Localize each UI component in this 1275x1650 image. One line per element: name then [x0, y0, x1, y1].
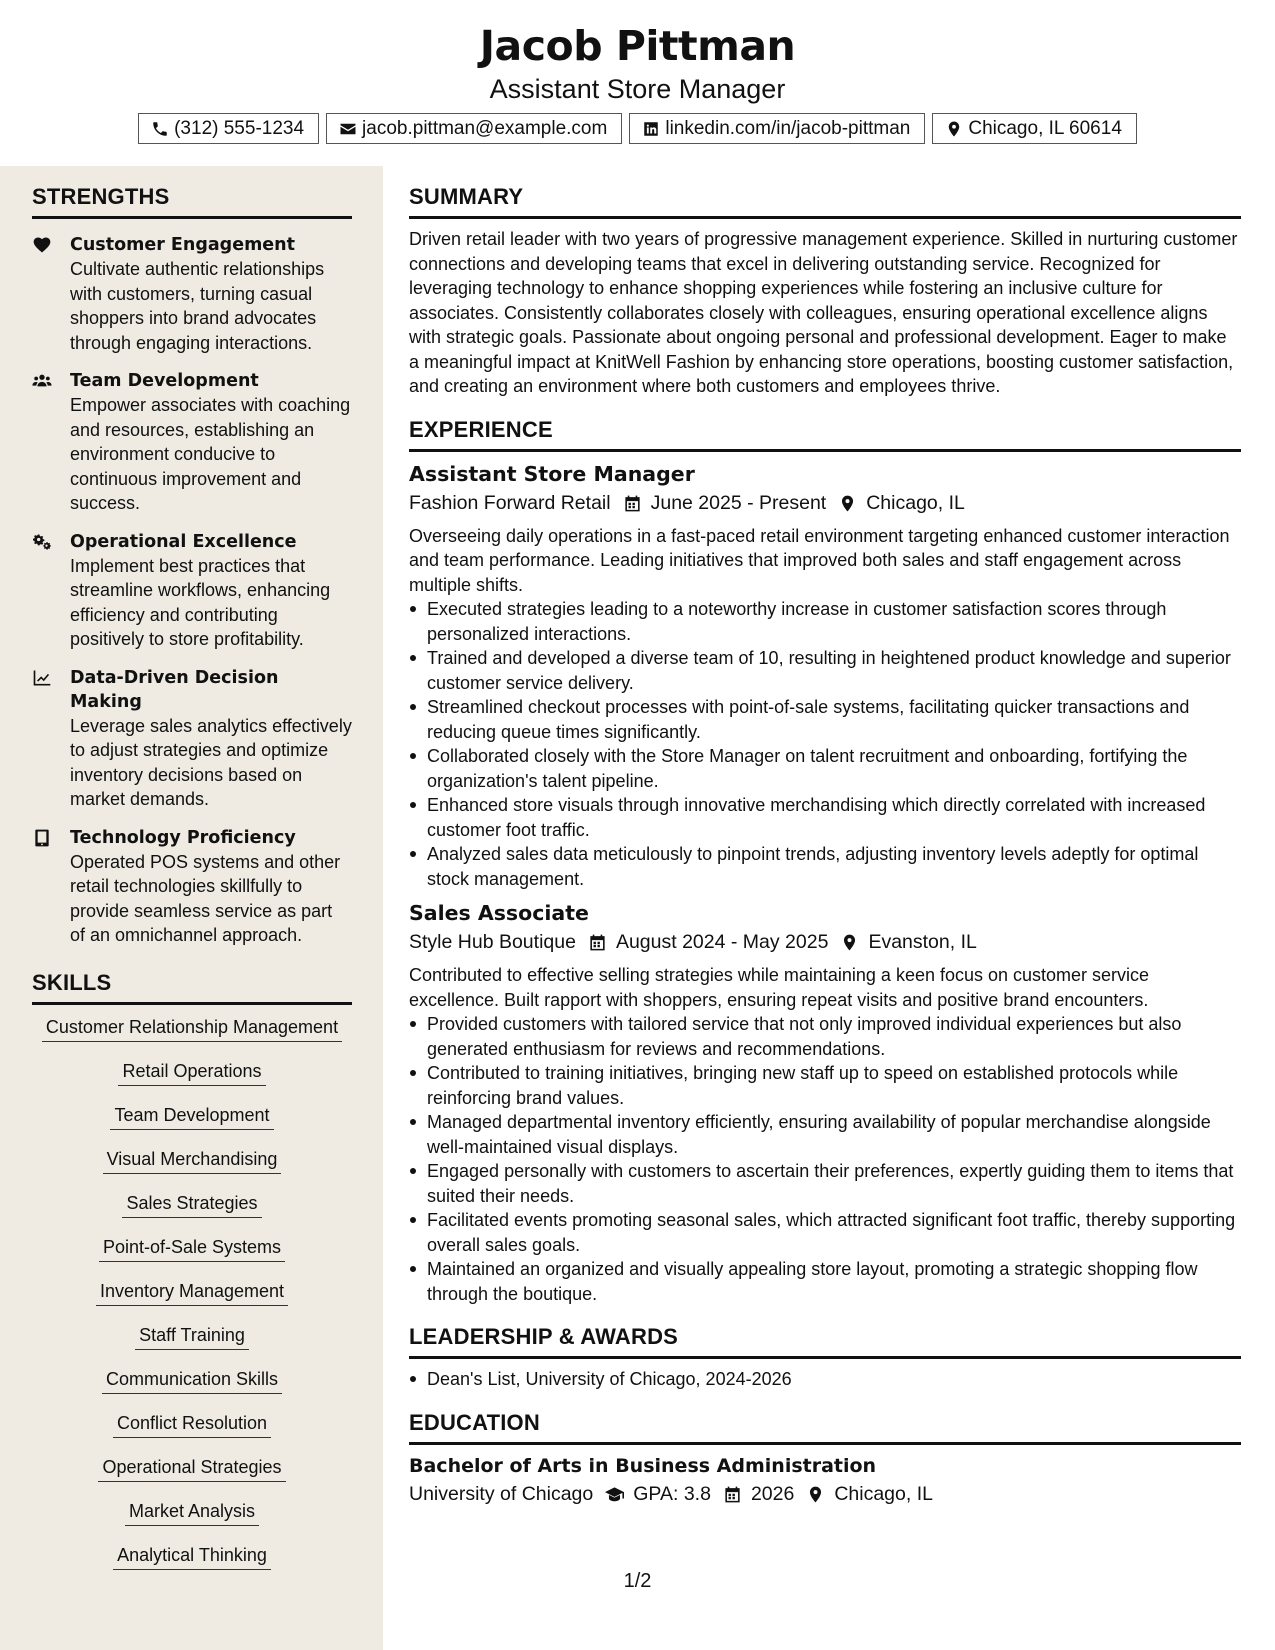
- contact-location: [932, 113, 1137, 144]
- education-school: University of Chicago: [409, 1482, 594, 1505]
- job-description: Contributed to effective selling strategies while maintaining a keen focus on customer service excellence. Built rapport with shoppers, ensuring repeat visits and positive brand encounters.: [409, 965, 1150, 1010]
- strength-title: Data-Driven Decision Making: [70, 667, 279, 712]
- bullet-item: Streamlined checkout processes with point-of-sale systems, facilitating quicker transactions and reducing queue times significantly.: [409, 695, 1241, 744]
- strength-item: [32, 233, 352, 355]
- skills-list: [32, 1015, 352, 1587]
- job-dates: August 2024 - May 2025: [615, 931, 829, 953]
- strength-item: [32, 666, 352, 812]
- skill-tag: Customer Relationship Management: [42, 1015, 342, 1042]
- users-icon: [32, 371, 52, 391]
- linkedin-icon: [642, 120, 660, 138]
- contact-linkedin[interactable]: [629, 113, 925, 144]
- summary-text: Driven retail leader with two years of progressive management experience. Skilled in nurturing customer connections and developing teams that excel in delivering outstanding service. Recognized for leveraging technology to enhance shopping experiences while fostering an inclusive culture for associates. Consistently collaborates closely with colleagues, ensuring operational excellence aligns with strategic goals. Passionate about ongoing personal and professional development. Eager to make a meaningful impact at KnitWell Fashion by enhancing store operations, boosting customer satisfaction, and creating an environment where both customers and employees thrive.: [409, 229, 1238, 396]
- map-pin-icon: [838, 494, 857, 513]
- job-meta: [409, 492, 1241, 515]
- strength-desc: Empower associates with coaching and resources, establishing an environment conducive to continuous improvement and success.: [70, 395, 351, 513]
- skill-tag: Sales Strategies: [122, 1191, 261, 1218]
- contact-phone: [138, 113, 319, 144]
- contact-email[interactable]: [326, 113, 622, 144]
- strength-title: Technology Proficiency: [70, 827, 296, 848]
- job-company: Style Hub Boutique: [409, 931, 576, 953]
- job-location: Chicago, IL: [866, 491, 965, 514]
- bullet-item: Enhanced store visuals through innovative merchandising which directly correlated with increased customer foot traffic.: [409, 793, 1241, 842]
- skill-tag: Team Development: [110, 1103, 273, 1130]
- heart-icon: [32, 235, 52, 255]
- envelope-icon: [339, 120, 357, 138]
- strength-desc: Operated POS systems and other retail technologies skillfully to provide seamless service as part of an omnichannel approach.: [70, 851, 341, 945]
- bullet-item: Facilitated events promoting seasonal sales, which attracted significant foot traffic, thereby supporting overall sales goals.: [409, 1208, 1241, 1257]
- map-pin-icon: [945, 120, 963, 138]
- strength-title: Team Development: [70, 371, 259, 391]
- phone-text: (312) 555-1234: [174, 117, 305, 139]
- chart-line-icon: [32, 668, 52, 688]
- strength-desc: Leverage sales analytics effectively to adjust strategies and optimize inventory decisions based on market demands.: [70, 715, 352, 809]
- strength-title: Operational Excellence: [70, 531, 297, 552]
- education-location: Chicago, IL: [834, 1482, 933, 1505]
- email-text: jacob.pittman@example.com: [362, 117, 608, 139]
- calendar-icon: [588, 933, 607, 952]
- contact-bar: [0, 113, 1275, 144]
- strength-desc: Cultivate authentic relationships with customers, turning casual shoppers into brand advocates through engaging interactions.: [70, 259, 325, 353]
- strength-item: [32, 826, 352, 948]
- skill-tag: Retail Operations: [118, 1059, 265, 1086]
- main-content: [409, 166, 1241, 1506]
- job-meta: [409, 931, 1241, 954]
- bullet-item: Managed departmental inventory efficiently, ensuring availability of popular merchandise alongside well-maintained visual displays.: [409, 1110, 1241, 1159]
- phone-icon: [151, 120, 169, 138]
- awards-heading: LEADERSHIP & AWARDS: [409, 1324, 1241, 1359]
- skill-tag: Point-of-Sale Systems: [99, 1235, 285, 1262]
- job-description: Overseeing daily operations in a fast-paced retail environment targeting enhanced customer interaction and team performance. Leading initiatives that improved both sales and staff engagement across multiple shifts.: [409, 525, 1230, 595]
- bullet-item: Engaged personally with customers to ascertain their preferences, expertly guiding them to items that suited their needs.: [409, 1159, 1241, 1208]
- page-number: 1/2: [623, 1570, 652, 1592]
- calendar-icon: [723, 1485, 742, 1504]
- skill-tag: Communication Skills: [102, 1367, 282, 1394]
- skill-tag: Staff Training: [135, 1323, 249, 1350]
- cogs-icon: [32, 532, 52, 552]
- skills-heading: SKILLS: [32, 970, 352, 1005]
- bullet-item: Analyzed sales data meticulously to pinpoint trends, adjusting inventory levels adeptly for optimal stock management.: [409, 842, 1241, 891]
- map-pin-icon: [840, 933, 859, 952]
- job-dates: June 2025 - Present: [650, 491, 827, 514]
- experience-heading: EXPERIENCE: [409, 417, 1241, 452]
- bullet-item: Maintained an organized and visually appealing store layout, promoting a strategic shopping flow through the boutique.: [409, 1257, 1241, 1306]
- strength-title: Customer Engagement: [70, 235, 296, 255]
- awards-list: [409, 1367, 1241, 1392]
- job-title: Sales Associate: [409, 901, 589, 925]
- job-entry: [409, 901, 1241, 1306]
- candidate-title: Assistant Store Manager: [489, 74, 786, 104]
- job-title: Assistant Store Manager: [409, 461, 695, 486]
- bullet-item: Trained and developed a diverse team of 10, resulting in heightened product knowledge and superior customer service delivery.: [409, 646, 1241, 695]
- resume-header: [0, 0, 1275, 166]
- skill-tag: Market Analysis: [125, 1499, 259, 1526]
- map-pin-icon: [806, 1485, 825, 1504]
- education-gpa: GPA: 3.8: [633, 1482, 711, 1505]
- skill-tag: Operational Strategies: [98, 1455, 285, 1482]
- strengths-heading: STRENGTHS: [32, 184, 352, 219]
- job-bullets: [409, 1012, 1241, 1306]
- strength-desc: Implement best practices that streamline workflows, enhancing efficiency and contributing positively to store profitability.: [70, 555, 331, 649]
- education-degree: Bachelor of Arts in Business Administration: [409, 1454, 877, 1477]
- sidebar: [0, 166, 383, 1650]
- strength-item: [32, 369, 352, 516]
- skill-tag: Analytical Thinking: [113, 1543, 271, 1570]
- award-item: Dean's List, University of Chicago, 2024-2026: [409, 1367, 1241, 1392]
- education-heading: EDUCATION: [409, 1410, 1241, 1445]
- location-text: Chicago, IL 60614: [968, 117, 1122, 139]
- education-meta: [409, 1483, 1241, 1506]
- linkedin-text: linkedin.com/in/jacob-pittman: [665, 117, 911, 139]
- skill-tag: Conflict Resolution: [113, 1411, 271, 1438]
- tablet-icon: [32, 828, 52, 848]
- job-bullets: [409, 597, 1241, 891]
- skill-tag: Inventory Management: [96, 1279, 288, 1306]
- graduation-cap-icon: [605, 1485, 624, 1504]
- job-company: Fashion Forward Retail: [409, 491, 611, 514]
- bullet-item: Provided customers with tailored service that not only improved individual experiences but also generated enthusiasm for reviews and recommendations.: [409, 1012, 1241, 1061]
- summary-heading: SUMMARY: [409, 184, 1241, 219]
- job-location: Evanston, IL: [868, 931, 977, 953]
- skill-tag: Visual Merchandising: [103, 1147, 282, 1174]
- candidate-name: Jacob Pittman: [479, 22, 796, 70]
- bullet-item: Executed strategies leading to a noteworthy increase in customer satisfaction scores through personalized interactions.: [409, 597, 1241, 646]
- education-year: 2026: [750, 1482, 795, 1505]
- calendar-icon: [623, 494, 642, 513]
- strength-item: [32, 530, 352, 652]
- bullet-item: Collaborated closely with the Store Manager on talent recruitment and onboarding, fortifying the organization's talent pipeline.: [409, 744, 1241, 793]
- job-entry: [409, 462, 1241, 892]
- bullet-item: Contributed to training initiatives, bringing new staff up to speed on established protocols while reinforcing brand values.: [409, 1061, 1241, 1110]
